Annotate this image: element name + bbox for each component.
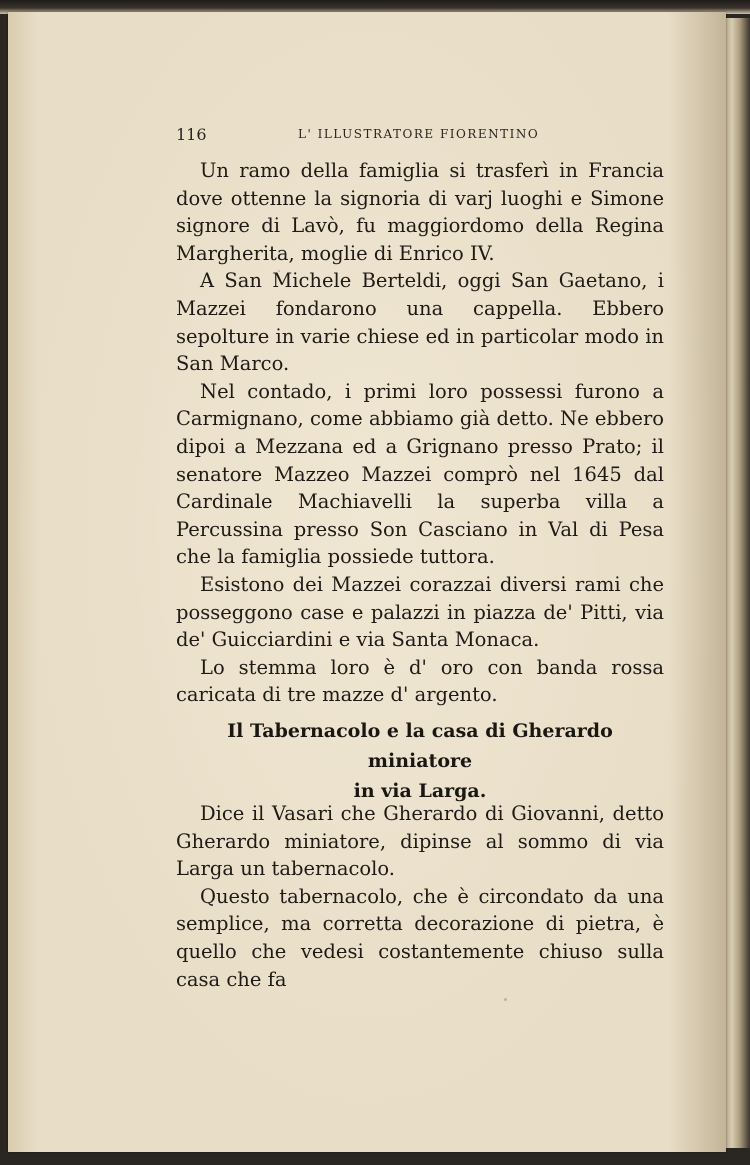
body-text-top bbox=[176, 157, 664, 709]
paragraph: Dice il Vasari che Gherardo di Giovanni, detto Gherardo miniatore, dipinse al sommo di via Larga un tabernacolo. bbox=[176, 802, 664, 881]
paragraph: Un ramo della famiglia si trasferì in Francia dove ottenne la signoria di varj luoghi e Simone signore di Lavò, fu maggiordomo della Regina Margherita, moglie di Enrico IV. bbox=[176, 159, 664, 265]
paragraph: Questo tabernacolo, che è circondato da una semplice, ma corretta decorazione di pietra, è quello che vedesi costantemente chiuso sulla casa che fa bbox=[176, 884, 664, 991]
paragraph: Lo stemma loro è d' oro con banda rossa caricata di tre mazze d' argento. bbox=[176, 655, 664, 707]
section-heading bbox=[176, 716, 664, 806]
section-heading-line: Il Tabernacolo e la casa di Gherardo miniatore bbox=[227, 720, 613, 772]
paper-speck bbox=[504, 998, 507, 1001]
book-page-edges bbox=[726, 18, 750, 1148]
section-heading-line: in via Larga. bbox=[353, 780, 487, 802]
paragraph: A San Michele Berteldi, oggi San Gaetano, i Mazzei fondarono una cappella. Ebbero sepolture in varie chiese ed in particolar modo in San Marco. bbox=[176, 269, 664, 376]
running-head bbox=[176, 125, 658, 147]
page-number: 116 bbox=[176, 125, 207, 144]
body-text-bottom bbox=[176, 800, 664, 993]
running-title: L' ILLUSTRATORE FIORENTINO bbox=[298, 127, 540, 141]
paragraph: Nel contado, i primi loro possessi furono a Carmignano, come abbiamo già detto. Ne ebbero dipoi a Mezzana ed a Grignano presso Prato; il senatore Mazzeo Mazzei comprò nel 1645 dal Cardinale Machiavelli la superba villa a Percussina presso Son Casciano in Val di Pesa che la famiglia possiede tuttora. bbox=[176, 379, 664, 569]
paragraph: Esistono dei Mazzei corazzai diversi rami che posseggono case e palazzi in piazza de' Pitti, via de' Guicciardini e via Santa Monaca. bbox=[176, 572, 664, 652]
